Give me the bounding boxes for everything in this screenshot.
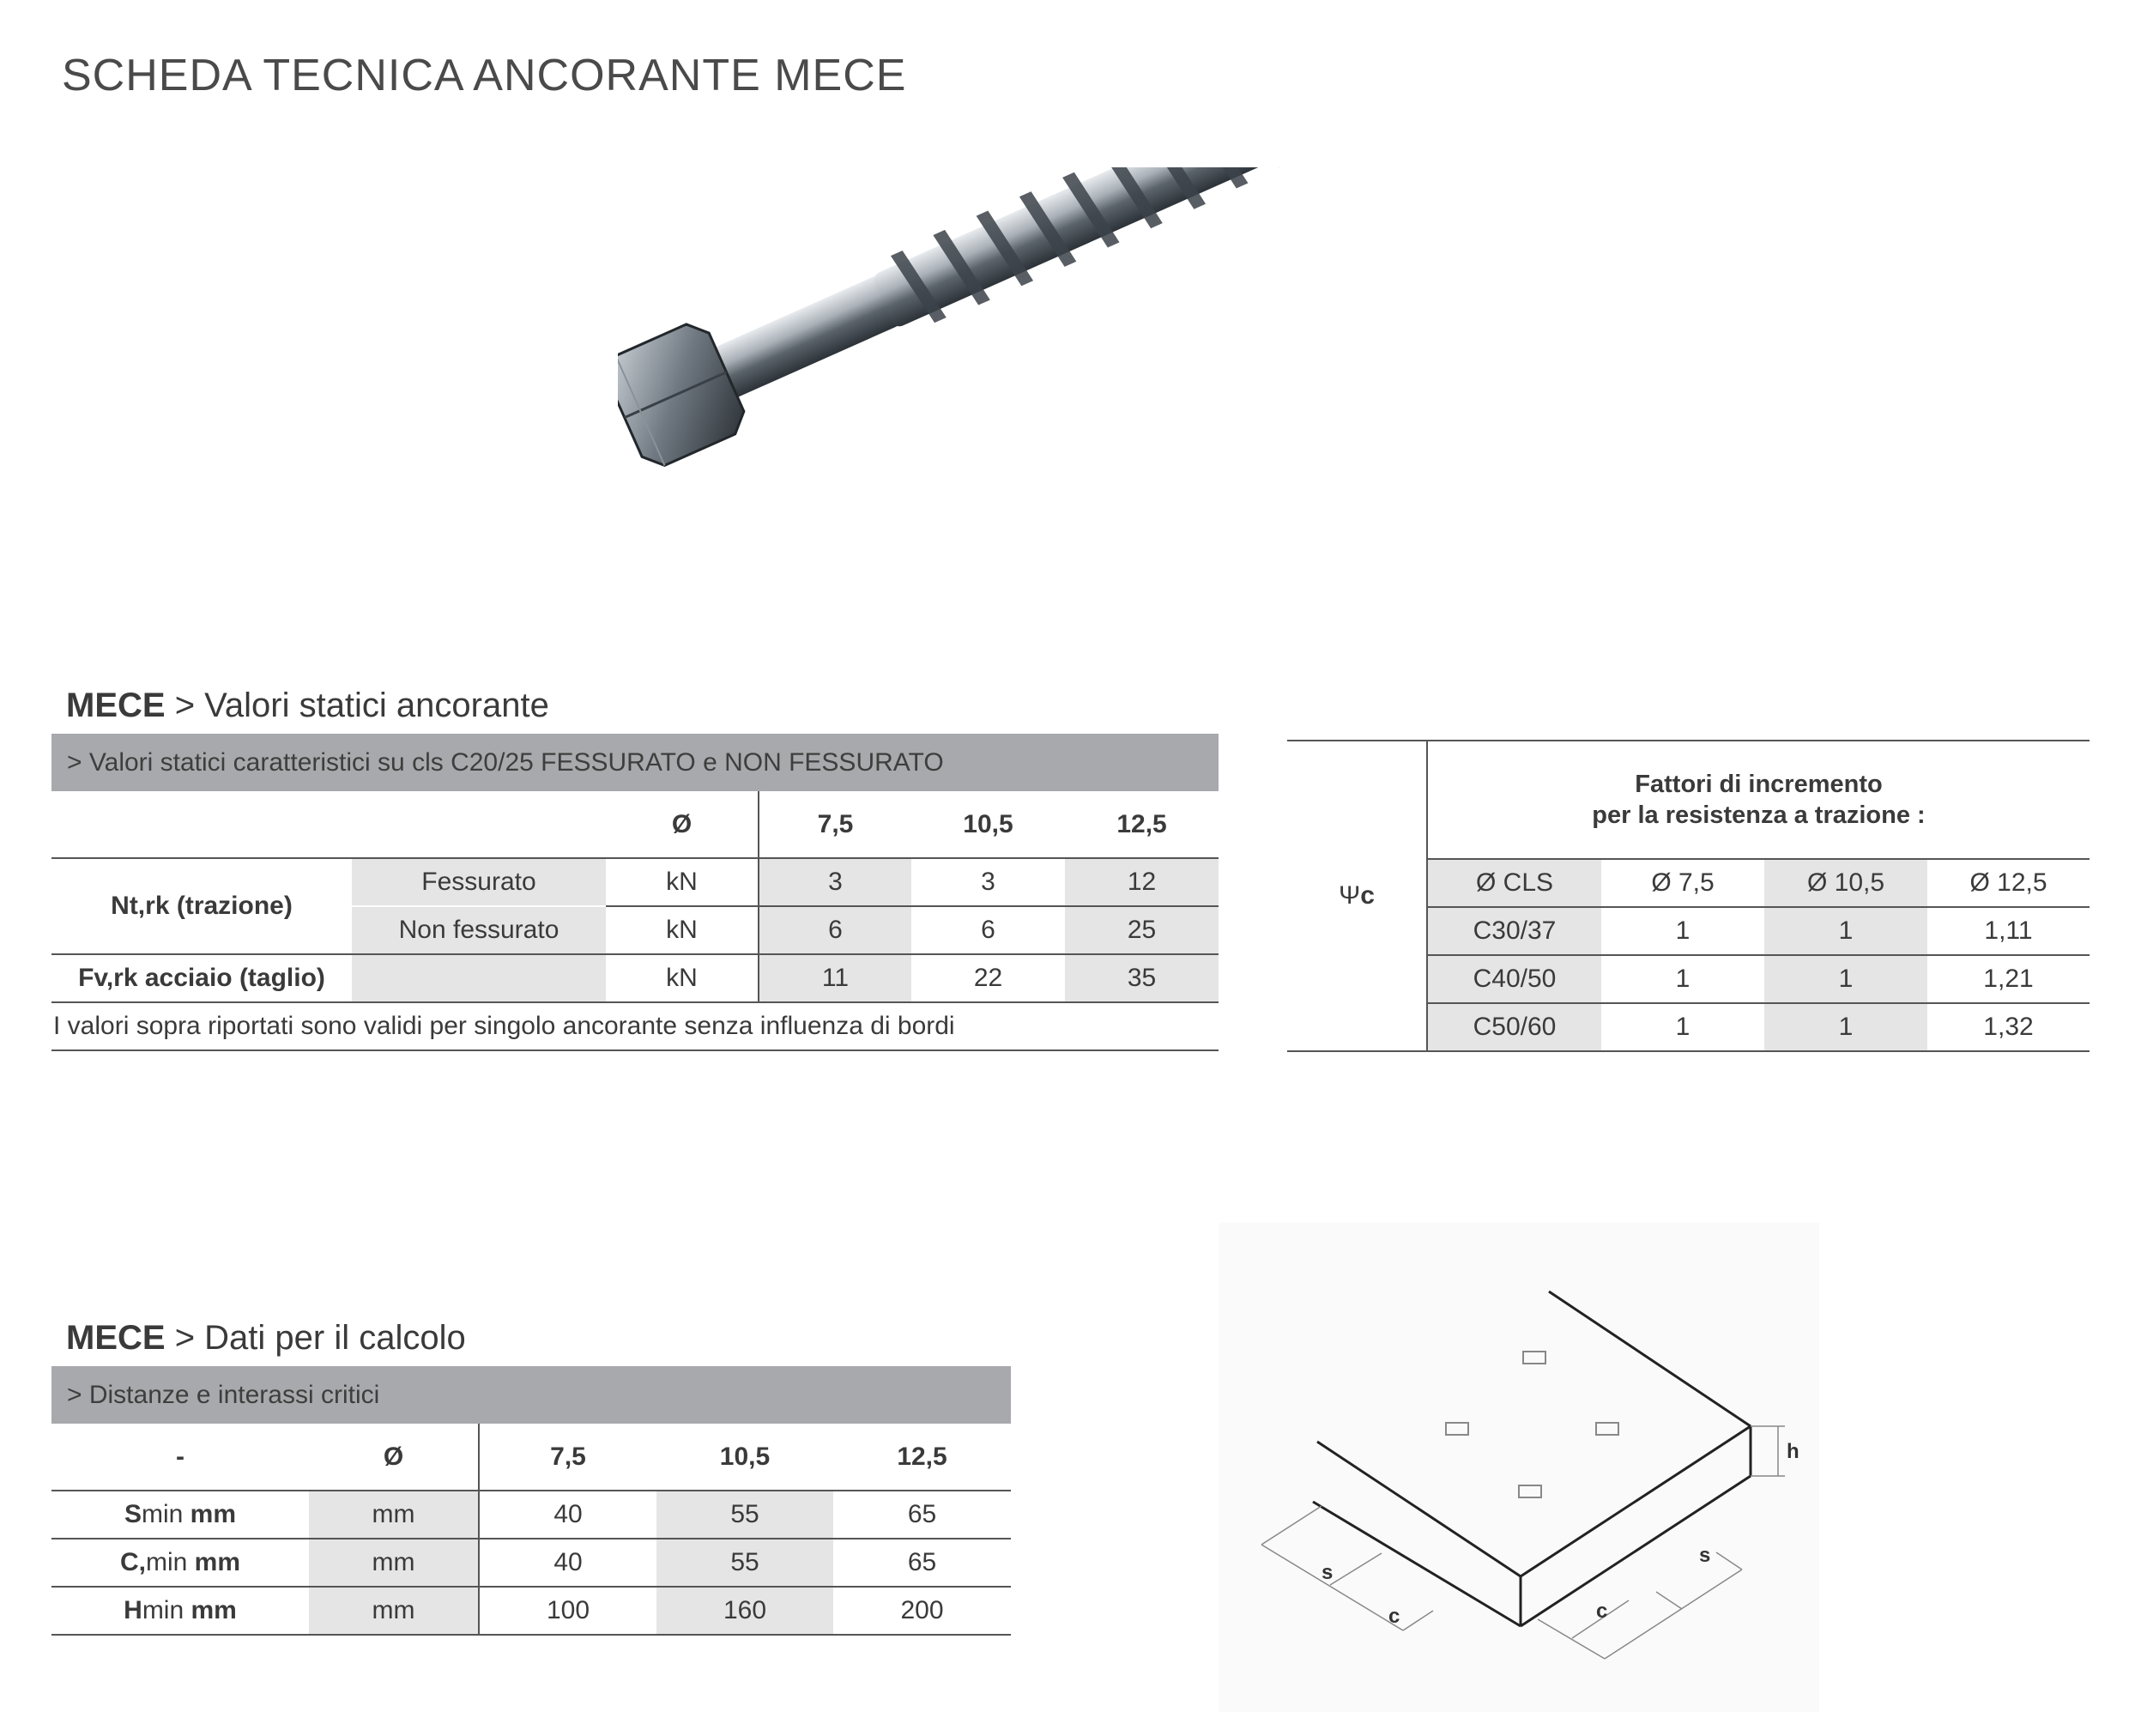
row-label [51,1587,309,1635]
section-static-values-label: > Valori statici ancorante [165,687,549,724]
factors-title-line2: per la resistenza a trazione : [1592,801,1926,829]
row-sub-label [352,954,606,1002]
header-diameter: Ø [671,809,693,838]
row-unit: mm [309,1491,479,1539]
section-calc-data-label: > Dati per il calcolo [165,1319,466,1357]
row-value: 1 [1675,965,1690,993]
row-value: 55 [656,1539,833,1587]
row-value: 1 [1764,955,1927,1003]
row-label [51,1539,309,1587]
row-value: 1 [1764,907,1927,955]
header-diameter-7-5: 7,5 [759,791,911,858]
row-label-unit: mm [184,1596,237,1624]
row-value: 11 [759,954,911,1002]
row-value: 65 [907,1548,937,1576]
header-empty-cell [352,791,606,858]
row-value: 1 [1675,1013,1690,1041]
header-empty-cell [51,791,352,858]
row-sub-label: Fessurato [352,858,606,906]
header-diameter-10-5: 10,5 [963,809,1013,838]
diagram-label-c-left: c [1388,1605,1400,1628]
section-static-values-brand: MECE [66,687,166,724]
factors-title-row [1287,741,2090,859]
row-value: 65 [907,1500,937,1528]
anchor-screw-image [618,167,1502,502]
section-calc-data-brand: MECE [66,1319,166,1357]
row-group-label: Fv,rk acciaio (taglio) [78,964,325,992]
row-cls: C50/60 [1427,1003,1601,1051]
row-value: 1 [1675,916,1690,945]
row-value: 1 [1764,1003,1927,1051]
row-value: 1,32 [1983,1013,2034,1041]
header-diameter-7-5: 7,5 [479,1424,656,1491]
diagram-label-s-left: s [1322,1561,1334,1584]
page-title: SCHEDA TECNICA ANCORANTE MECE [62,51,907,100]
row-label-lead: C, [119,1548,146,1576]
row-group-label: Nt,rk (trazione) [51,858,352,954]
increment-factors-table [1287,740,2090,1052]
slab-diagram-svg [1219,1223,1819,1712]
row-value: 160 [656,1587,833,1635]
static-values-table [51,734,1219,1051]
row-unit: kN [666,964,698,992]
header-diameter-12-5: 12,5 [1116,809,1167,838]
table-row [51,858,1219,906]
row-value: 6 [981,916,995,944]
psi-c-cell [1287,741,1427,1051]
header-diameter-12-5: Ø 12,5 [1969,868,2047,897]
section-calc-data-title [66,1319,466,1358]
row-unit: mm [309,1587,479,1635]
psi-symbol: Ψ [1339,881,1361,910]
factors-title [1427,741,2090,859]
diagram-label-h: h [1787,1440,1799,1463]
row-value: 1,21 [1983,965,2034,993]
table-row [51,1539,1011,1587]
static-values-banner: > Valori statici caratteristici su cls C20/25 FESSURATO e NON FESSURATO [51,734,1219,791]
critical-distances-banner-row [51,1366,1011,1424]
static-values-banner-row [51,734,1219,791]
row-value: 3 [759,858,911,906]
static-values-header-row [51,791,1219,858]
row-label-unit: mm [187,1548,241,1576]
row-unit: kN [666,868,698,896]
row-label-sub: min [145,1548,188,1576]
row-value: 100 [479,1587,656,1635]
row-value: 35 [1065,954,1219,1002]
header-diameter-7-5: Ø 7,5 [1651,868,1715,897]
row-value: 3 [981,868,995,896]
row-label-lead: S [124,1500,142,1528]
row-value: 200 [900,1596,944,1624]
row-label-sub: min [142,1596,184,1624]
header-diameter-10-5: 10,5 [719,1442,771,1471]
critical-distances-table [51,1366,1011,1636]
row-label-sub: min [141,1500,184,1528]
factors-title-line1: Fattori di incremento [1635,771,1883,798]
row-value: 12 [1065,858,1219,906]
header-diameter-10-5: Ø 10,5 [1764,859,1927,907]
row-label [51,1491,309,1539]
row-value: 55 [656,1491,833,1539]
screw-illustration [618,167,1502,502]
row-label-unit: mm [183,1500,237,1528]
psi-subscript: c [1360,881,1375,910]
row-value: 22 [973,964,1003,992]
table-row [51,1491,1011,1539]
row-unit: mm [309,1539,479,1587]
critical-distances-header-row [51,1424,1011,1491]
row-value: 6 [759,906,911,954]
table-row [51,1587,1011,1635]
header-diameter-12-5: 12,5 [897,1442,947,1471]
critical-distances-banner: > Distanze e interassi critici [51,1366,1011,1424]
header-dash: - [176,1442,184,1471]
row-unit: kN [666,916,698,944]
table-row [51,954,1219,1002]
row-cls: C40/50 [1427,955,1601,1003]
header-cls: Ø CLS [1427,859,1601,907]
row-sub-label: Non fessurato [352,906,606,954]
row-cls: C30/37 [1427,907,1601,955]
row-value: 40 [479,1491,656,1539]
footnote-row [51,1002,1219,1050]
row-label-lead: H [124,1596,142,1624]
static-values-footnote: I valori sopra riportati sono validi per singolo ancorante senza influenza di bordi [53,1012,955,1040]
row-value: 1,11 [1984,916,2033,945]
section-static-values-title [66,687,549,725]
row-value: 40 [479,1539,656,1587]
slab-distance-diagram [1219,1223,1819,1712]
row-value: 25 [1065,906,1219,954]
header-diameter: Ø [383,1442,404,1471]
diagram-label-c-right: c [1596,1600,1608,1623]
diagram-label-s-right: s [1699,1544,1711,1567]
